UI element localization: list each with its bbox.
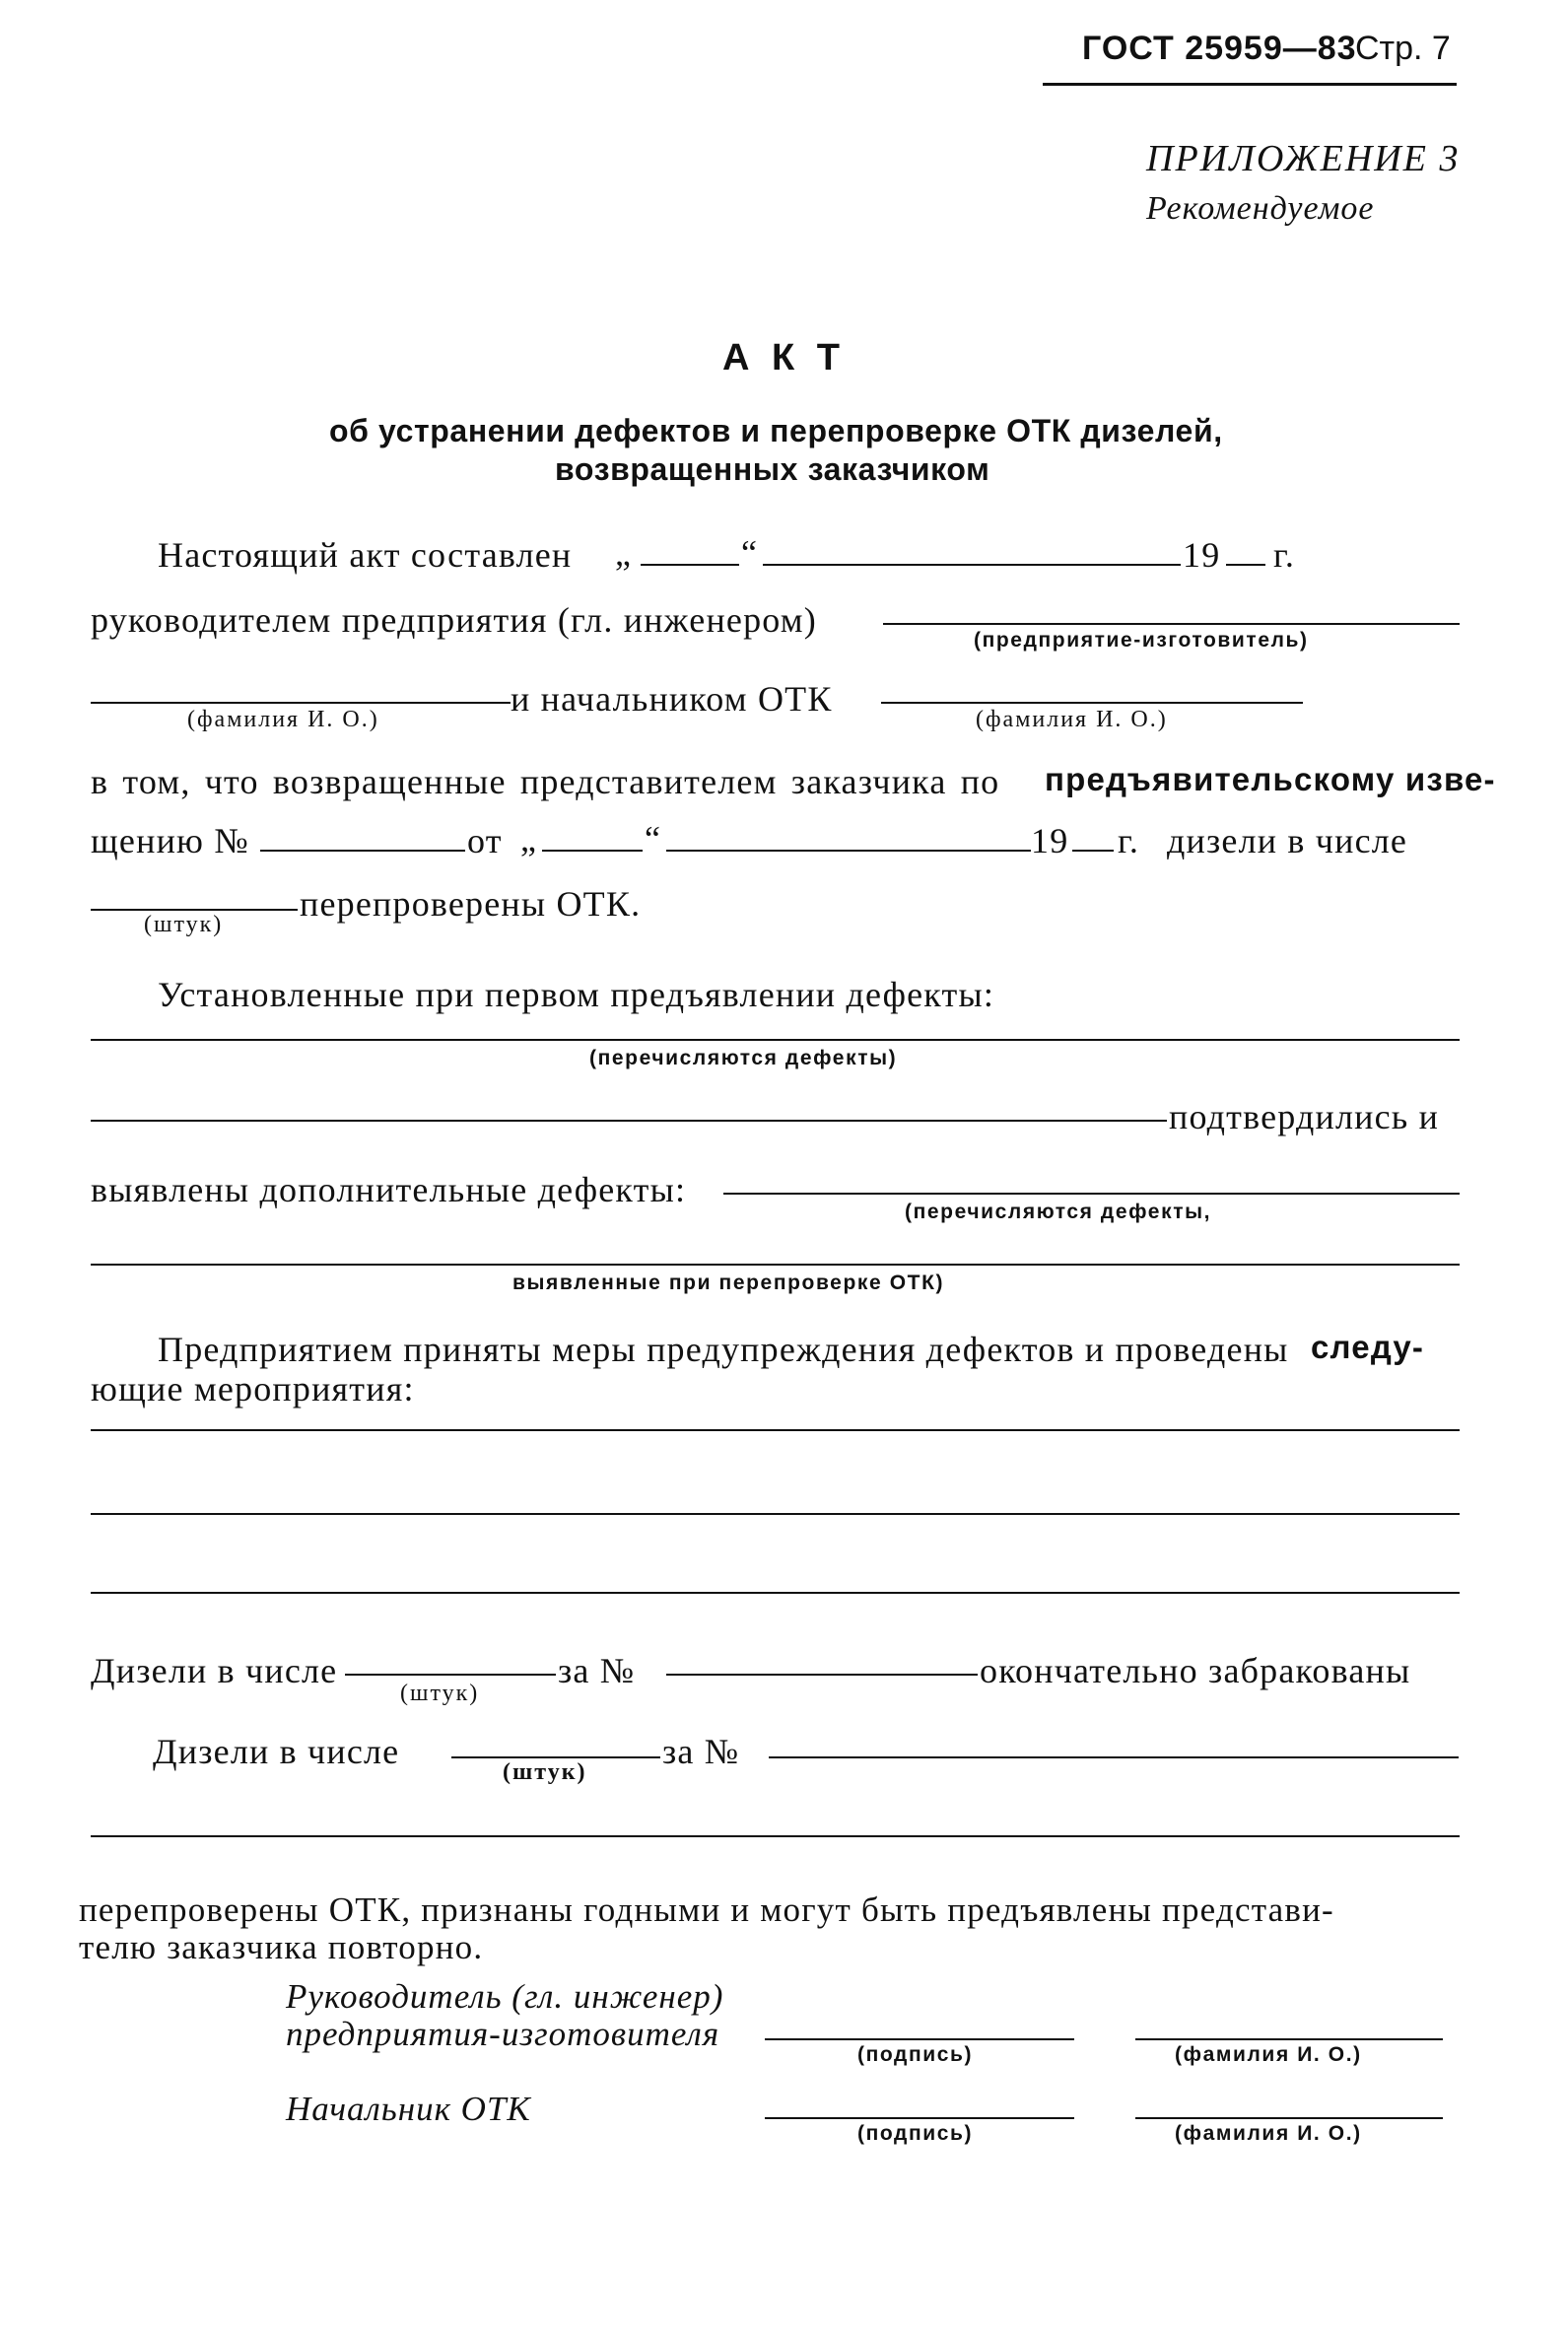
caption-pcs-1: (штук) bbox=[144, 912, 224, 937]
line7-text: Установленные при первом предъявлении дефекты: bbox=[158, 975, 995, 1014]
pcs3-blank bbox=[451, 1756, 660, 1758]
measures-blank-3 bbox=[91, 1592, 1460, 1594]
line8-text: подтвердились и bbox=[1169, 1097, 1440, 1136]
defects1-blank bbox=[91, 1039, 1460, 1041]
line5-end: дизели в числе bbox=[1167, 821, 1408, 860]
line9-text: выявлены дополнительные дефекты: bbox=[91, 1170, 687, 1209]
line2-text: руководителем предприятия (гл. инженером) bbox=[91, 600, 817, 640]
signature1-blank bbox=[765, 2038, 1074, 2040]
appendix-title: ПРИЛОЖЕНИЕ 3 bbox=[1146, 138, 1461, 179]
year-suffix: г. bbox=[1273, 535, 1296, 575]
caption-enterprise: (предприятие-изготовитель) bbox=[974, 629, 1309, 652]
line12-text: Дизели в числе bbox=[91, 1651, 338, 1690]
signature2-blank bbox=[765, 2117, 1074, 2119]
line4-text: в том, что возвращенные представителем заказчика по bbox=[91, 762, 1000, 801]
caption-pcs-2: (штук) bbox=[400, 1681, 480, 1706]
day2-blank bbox=[542, 850, 643, 852]
additional-defects-blank-2 bbox=[91, 1264, 1460, 1266]
line12-end: окончательно забракованы bbox=[980, 1651, 1411, 1690]
caption-fio-2: (фамилия И. О.) bbox=[976, 707, 1168, 732]
line4-bold: предъявительскому изве- bbox=[1045, 761, 1496, 797]
quote-open: „ bbox=[615, 533, 633, 573]
pcs1-blank bbox=[91, 909, 298, 911]
signature-head-line2: предприятия-изготовителя bbox=[286, 2015, 720, 2053]
caption-sign-fio-1: (фамилия И. О.) bbox=[1175, 2043, 1362, 2066]
header-rule bbox=[1043, 83, 1457, 86]
line10-text: Предприятием приняты меры предупреждения дефектов и проведены bbox=[158, 1330, 1289, 1369]
notice-number-blank bbox=[260, 850, 465, 852]
line10-bold: следу- bbox=[1311, 1329, 1425, 1365]
line1-text: Настоящий акт составлен bbox=[158, 535, 573, 575]
enterprise-blank bbox=[883, 623, 1460, 625]
number3-blank-2 bbox=[91, 1835, 1460, 1837]
doc-subtitle-1: об устранении дефектов и перепроверке ОТК дизелей, bbox=[329, 413, 1223, 448]
line15-text: телю заказчика повторно. bbox=[79, 1928, 484, 1966]
doc-title: А К Т bbox=[722, 337, 846, 378]
year-blank bbox=[1226, 564, 1265, 566]
year2-suffix: г. bbox=[1118, 821, 1140, 860]
caption-sign-2: (подпись) bbox=[857, 2122, 974, 2145]
header-code: ГОСТ 25959—83 bbox=[1082, 30, 1357, 67]
line6-text: перепроверены ОТК. bbox=[300, 884, 642, 924]
fio-sign2-blank bbox=[1135, 2117, 1443, 2119]
quote2-close: “ bbox=[645, 819, 662, 859]
measures-blank-2 bbox=[91, 1513, 1460, 1515]
caption-sign-1: (подпись) bbox=[857, 2043, 974, 2066]
signature-otk: Начальник ОТК bbox=[286, 2090, 531, 2128]
fio2-blank bbox=[881, 702, 1303, 704]
month2-blank bbox=[666, 850, 1031, 852]
header-page: Стр. 7 bbox=[1355, 30, 1451, 67]
caption-defects-3: выявленные при перепроверке ОТК) bbox=[512, 1271, 945, 1294]
defects2-blank bbox=[91, 1120, 1167, 1122]
doc-subtitle-2: возвращенных заказчиком bbox=[555, 451, 990, 487]
month-blank bbox=[763, 564, 1181, 566]
appendix-subtitle: Рекомендуемое bbox=[1146, 190, 1375, 227]
line5-text: щению № bbox=[91, 821, 249, 860]
line3-text: и начальником ОТК bbox=[511, 679, 833, 719]
line5-ot: от bbox=[467, 821, 503, 860]
day-blank bbox=[641, 564, 739, 566]
additional-defects-blank bbox=[723, 1193, 1460, 1195]
measures-blank-1 bbox=[91, 1429, 1460, 1431]
pcs2-blank bbox=[345, 1674, 556, 1676]
year-prefix: 19 bbox=[1183, 535, 1221, 575]
year2-prefix: 19 bbox=[1031, 821, 1069, 860]
caption-pcs-3: (штук) bbox=[503, 1759, 587, 1785]
number2-blank bbox=[666, 1674, 978, 1676]
year2-blank bbox=[1072, 850, 1114, 852]
caption-sign-fio-2: (фамилия И. О.) bbox=[1175, 2122, 1362, 2145]
quote-close: “ bbox=[741, 533, 759, 573]
line13-text: Дизели в числе bbox=[153, 1732, 400, 1771]
line14-text: перепроверены ОТК, признаны годными и могут быть предъявлены представи- bbox=[79, 1890, 1334, 1929]
quote2-open: „ bbox=[520, 819, 538, 859]
line12-za: за № bbox=[558, 1651, 636, 1690]
caption-defects-2: (перечисляются дефекты, bbox=[905, 1201, 1212, 1223]
caption-fio-1: (фамилия И. О.) bbox=[187, 707, 379, 732]
number3-blank bbox=[769, 1756, 1459, 1758]
line13-za: за № bbox=[662, 1732, 740, 1771]
caption-defects-1: (перечисляются дефекты) bbox=[589, 1047, 898, 1069]
fio-sign1-blank bbox=[1135, 2038, 1443, 2040]
line11-text: ющие мероприятия: bbox=[91, 1369, 415, 1408]
fio1-blank bbox=[91, 702, 511, 704]
signature-head-line1: Руководитель (гл. инженер) bbox=[286, 1977, 724, 2016]
